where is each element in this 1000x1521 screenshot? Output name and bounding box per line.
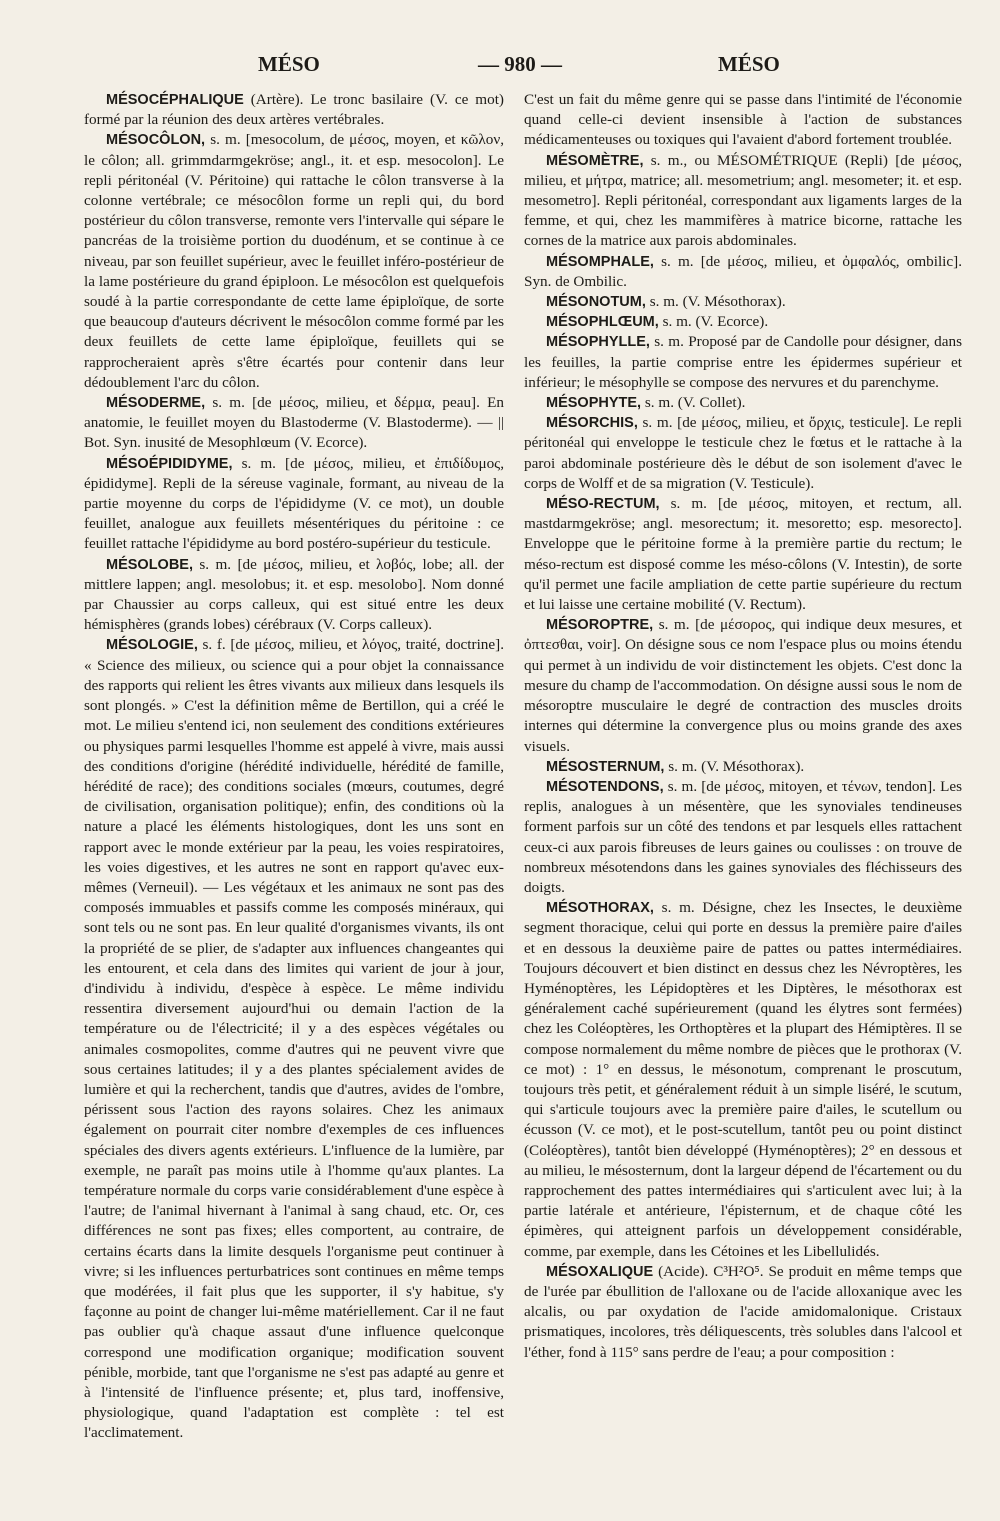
entry	[524, 252, 962, 292]
headword: MÉSO-RECTUM,	[546, 496, 660, 513]
entry	[524, 898, 962, 1262]
headword: MÉSOPHYLLE,	[546, 334, 650, 351]
headword: MÉSOPHYTE,	[546, 395, 642, 412]
entry-text: (Acide). C³H²O⁵. Se produit en même temps que de l'urée par ébullition de l'alloxane ou de l'acide alloxanique avec les alcalis, ou par oxydation de l'acide amidomalonique. Cristaux prismatiques, incolores, très déliquescents, très solubles dans l'alcool et l'éther, fond à 115° sans perdre de l'eau; a pour composition :	[524, 1262, 962, 1361]
entry	[84, 454, 504, 555]
entry-text: s. m. [de μέσος, mitoyen, et τένων, tendon]. Les replis, analogues à un mésentère, que les synoviales tendineuses forment parfois sur un côté des tendons et par lesquels elles rattachent ceux-ci aux parois fibreuses de leurs gaines ou coulisses : on trouve de nombreux mésotendons dans les gaines synoviales des fléchisseurs des doigts.	[524, 777, 962, 896]
entry-text: s. m. [de μέσος, milieu, et λοβός, lobe; all. der mittlere lappen; angl. mesolobus; it. et esp. mesolobo]. Nom donné par Chaussier au corps calleux, qui est situé entre les deux hémisphères (grands lobes) cérébraux (V. Corps calleux).	[84, 555, 504, 634]
running-head-left: MÉSO	[258, 52, 320, 76]
left-column	[84, 90, 504, 1444]
entry	[524, 393, 962, 413]
entry-text: s. m. (V. Mésothorax).	[664, 757, 805, 775]
entry	[524, 615, 962, 756]
entry-text: s. f. [de μέσος, milieu, et λόγος, traité, doctrine]. « Science des milieux, ou science qui a pour objet la connaissance des rapports qui relient les êtres vivants aux milieux dans lesquels ils sont plongés. » C'est la définition même de Bertillon, qui a créé le mot. Le milieu s'entend ici, non seulement des conditions extérieures ou physiques parmi lesquelles l'homme est appelé à vivre, mais aussi des conditions d'origine (hérédité individuelle, hérédité de famille, hérédité de race); des conditions sociales (mœurs, coutumes, degré de civilisation, organisation politique); enfin, des conditions où la nature a placé les éléments histologiques, dont les uns sont en rapport avec le monde extérieur par la peau, les voies respiratoires, les voies digestives, et les autres ne sont en rapport qu'avec eux-mêmes (Verneuil). — Les végétaux et les animaux ne sont pas des composés immuables et passifs comme les composés minéraux, qui sont tels ou ne sont pas. En leur qualité d'organismes vivants, ils ont la propriété de se plier, de s'adapter aux influences changeantes qui les entourent, et cela dans des limites qui varient de jour à jour, d'individu à individu, d'espèce à espèce. Le même individu ressentira diversement aujourd'hui ou demain l'action de la température ou de l'électricité; il y a des espèces végétales ou animales cosmopolites, comme d'autres qui ne peuvent vivre que sous certaines latitudes; il y a des plantes spécialement avides de lumière et qui la recherchent, tandis que d'autres, avides de l'ombre, périssent sous l'action des rayons solaires. Chez les animaux également on pourrait citer nombre d'exemples de ces influences spéciales des divers agents extérieurs. L'influence de la lumière, par exemple, ne paraît pas moins utile à l'homme qu'aux plantes. La température normale du corps varie considérablement d'une espèce à l'autre; de l'animal hivernant à l'animal à sang chaud, etc. Or, ces différences ne sont pas fixes; elles comportent, au contraire, de certains écarts dans la limite desquels l'organisme peut continuer à vivre; si les influences perturbatrices sont continues en même temps que modérées, il fait plus que les supporter, il s'y habitue, s'y façonne au point de changer lui-même matériellement. Car il ne faut pas oublier qu'à chaque assaut d'une influence quelconque correspond une modification organique; modification souvent pénible, morbide, tant que l'organisme ne s'est pas adapté au genre et à l'intensité de l'influence présente; et, plus tard, inoffensive, physiologique, quand l'adaptation est complète : tel est l'acclimatement.	[84, 636, 504, 1442]
entry	[84, 90, 504, 130]
entry	[524, 777, 962, 898]
entry	[524, 332, 962, 393]
entry-text: C'est un fait du même genre qui se passe dans l'intimité de l'économie quand celle-ci devient insensible à l'action de substances médicamenteuses ou toxiques qui l'avaient d'abord fortement troublée.	[524, 91, 962, 149]
entry-text: s. m. (V. Collet).	[641, 394, 746, 412]
headword: MÉSOMÈTRE,	[546, 152, 644, 169]
headword: MÉSOSTERNUM,	[546, 758, 665, 775]
headword: MÉSOÉPIDIDYME,	[106, 455, 233, 472]
entry-text: s. m. Désigne, chez les Insectes, le deuxième segment thoracique, celui qui porte en dessus la première paire d'ailes et en dessous la deuxième paire de pattes ou pattes intermédiaires. Toujours découvert et bien distinct en dessus chez les Névroptères, les Hyménoptères, les Lépidoptères et les Diptères, le mésothorax est généralement caché supérieurement (quand les élytres sont fermées) chez les Coléoptères, les Orthoptères et la plupart des Hémiptères. Il se compose normalement du même nombre de pièces que le prothorax (V. ce mot) : 1° en dessus, le mésonotum, comprenant le proscutum, toujours très petit, et généralement réduit à un simple liséré, le scutum, qui s'articule toujours avec la première paire d'ailes, le scutellum ou écusson (V. ce mot), et le post-scutellum, tantôt peu ou point distinct (Coléoptères), tantôt bien développé (Hyménoptères); 2° en dessous et au milieu, le mésosternum, dont la largeur dépend de l'écartement ou du rapprochement des pattes intermédiaires qui s'articulent avec lui; à la partie latérale et antérieure, l'épisternum, et de chaque côté les épimères, qui atteignent parfois un développement considérable, comme, par exemple, dans les Cétoines et les Libellulidés.	[524, 899, 962, 1260]
entry-continuation	[524, 90, 962, 151]
page-header	[88, 52, 968, 84]
entry	[84, 130, 504, 393]
entry	[84, 555, 504, 636]
headword: MÉSOPHLŒUM,	[546, 314, 659, 331]
headword: MÉSOROPTRE,	[546, 617, 654, 634]
headword: MÉSONOTUM,	[546, 294, 646, 311]
entry-text: (Artère). Le tronc basilaire (V. ce mot) formé par la réunion des deux artères vertébrales.	[84, 91, 504, 129]
entry-text: s. m. [mesocolum, de μέσος, moyen, et κῶλον, le côlon; all. grimmdarmgekröse; angl., it. et esp. mesocolon]. Le repli péritonéal (V. Péritoine) qui rattache le côlon transverse à la colonne vertébrale; ce mésocôlon forme un repli qui, du bord postérieur du côlon transverse, remonte vers l'intervalle qui sépare le pancréas de la troisième portion du duodénum, et se continue à ce niveau, par son feuillet supérieur, avec le feuillet inféro-postérieur de la lame postérieure du grand épiploon. Le mésocôlon est quelquefois soudé à la partie correspondante de cette lame épiploïque, de sorte que beaucoup d'auteurs décrivent le mésocôlon comme formé par les deux feuillets de cette lame épiploïque, feuillets qui se rapprocheraient après s'être écartés pour contenir dans leur dédoublement l'arc du côlon.	[84, 131, 504, 391]
headword: MÉSOLOGIE,	[106, 637, 198, 654]
entry	[84, 635, 504, 1443]
headword: MÉSOXALIQUE	[546, 1263, 654, 1280]
headword: MÉSODERME,	[106, 395, 206, 412]
headword: MÉSOMPHALE,	[546, 253, 654, 270]
entry	[524, 151, 962, 252]
entry-text: s. m. Proposé par de Candolle pour désigner, dans les feuilles, la partie comprise entre les épidermes supérieur et inférieur; le mésophylle se compose des nervures et du parenchyme.	[524, 333, 962, 391]
entry-text: s. m. (V. Mésothorax).	[645, 293, 786, 311]
headword: MÉSOCÉPHALIQUE	[106, 92, 244, 108]
entry	[84, 393, 504, 454]
entry-text: s. m. [de μέσος, milieu, et δέρμα, peau]. En anatomie, le feuillet moyen du Blastoderme (V. Blastoderme). — || Bot. Syn. inusité de Mesophlœum (V. Ecorce).	[84, 394, 504, 452]
page-number: — 980 —	[478, 52, 562, 76]
entry-text: s. m. [de μέσος, milieu, et ἐπιδίδυμος, épididyme]. Repli de la séreuse vaginale, formant, au niveau de la partie moyenne du corps de l'épididyme (V. ce mot), un double feuillet, analogue aux feuillets mésentériques du péritoine : ce feuillet rattache l'épididyme au bord postéro-supérieur du testicule.	[84, 454, 504, 553]
running-head-right: MÉSO	[718, 52, 780, 76]
entry	[524, 413, 962, 494]
entry-text: s. m. (V. Ecorce).	[658, 313, 769, 331]
headword: MÉSOTHORAX,	[546, 900, 654, 917]
headword: MÉSOCÔLON,	[106, 132, 206, 149]
entry	[524, 494, 962, 615]
entry-text: s. m. [de μέσος, mitoyen, et rectum, all. mastdarmgekröse; angl. mesorectum; it. mesoretto; esp. mesorecto]. Enveloppe que le péritoine forme à la première partie du rectum; le méso-rectum est disposé comme les méso-côlons (V. Intestin), de sorte qu'il permet une facile ampliation de cette partie supérieure du rectum et lui laisse une certaine mobilité (V. Rectum).	[524, 495, 962, 614]
entry-text: s. m., ou MÉSOMÉTRIQUE (Repli) [de μέσος, milieu, et μήτρα, matrice; all. mesometrium; angl. mesometer; it. et esp. mesometro]. Repli péritonéal, correspondant aux ligaments larges de la femme, et qui, chez les mammifères à matrice bicorne, rattache les cornes de la matrice aux parois abdominales.	[524, 151, 962, 250]
headword: MÉSOTENDONS,	[546, 778, 664, 795]
right-column	[524, 90, 962, 1363]
entry	[524, 757, 962, 777]
entry-text: s. m. [de μέσορος, qui indique deux mesures, et ὀπτεσθαι, voir]. On désigne sous ce nom l'espace plus ou moins étendu qui permet à un individu de voir distinctement les objets. C'est donc la mesure du champ de l'accommodation. On désigne aussi sous le nom de mésoroptre musculaire le degré de contraction des muscles droits internes qui détermine la convergence plus ou moins grande des axes visuels.	[524, 616, 963, 755]
headword: MÉSORCHIS,	[546, 415, 638, 432]
entry-text: s. m. [de μέσος, milieu, et ὀμφαλός, ombilic]. Syn. de Ombilic.	[524, 252, 962, 290]
entry	[524, 1262, 962, 1363]
entry	[524, 292, 962, 312]
headword: MÉSOLOBE,	[106, 556, 194, 573]
entry-text: s. m. [de μέσος, milieu, et ὄρχις, testicule]. Le repli péritonéal qui enveloppe le testicule chez le fœtus et le rattache à la paroi abdominale postérieure dès le début de son isolement d'avec le corps de Wolff et de sa migration (V. Testicule).	[524, 414, 962, 492]
entry	[524, 312, 962, 332]
